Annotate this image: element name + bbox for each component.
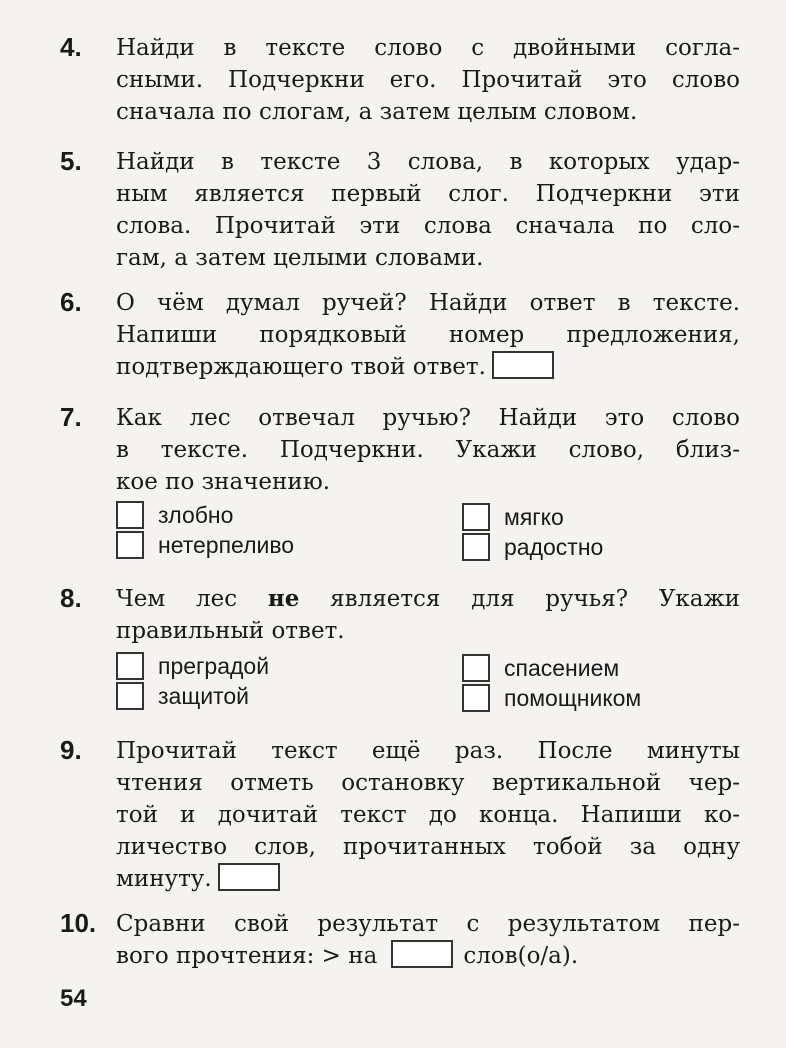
task-text: О чём думал ручей? Найди ответ в тексте. Напиши порядковый номер предложения, подтверждающего твой ответ.	[116, 290, 740, 380]
option[interactable]	[462, 502, 564, 532]
task-number: 8.	[60, 583, 82, 613]
option-label: спасением	[504, 654, 620, 681]
checkbox[interactable]	[462, 533, 490, 561]
option-label: злобно	[158, 501, 234, 528]
option-label: помощником	[504, 684, 642, 711]
task-6	[60, 287, 740, 383]
task-7	[60, 402, 740, 560]
option-label: радостно	[504, 533, 604, 560]
checkbox[interactable]	[462, 684, 490, 712]
task-text: Чем лес не является для ручья? Укажи правильный ответ.	[116, 585, 741, 644]
task-number: 5.	[60, 146, 82, 176]
task-number: 6.	[60, 287, 82, 317]
task-number: 4.	[60, 32, 82, 62]
task-number: 9.	[60, 735, 82, 765]
checkbox[interactable]	[116, 531, 144, 559]
checkbox[interactable]	[116, 652, 144, 680]
option-label: нетерпеливо	[158, 531, 295, 558]
option-label: защитой	[158, 682, 250, 709]
option[interactable]	[116, 500, 233, 530]
task-text: Найди в тексте слово с двойными согла- сными. Подчеркни его. Прочитай это слово сначала по слогам, а затем целым словом.	[116, 35, 740, 125]
task-number: 7.	[60, 402, 82, 432]
task-text: Найди в тексте 3 слова, в которых удар- ным является первый слог. Подчеркни эти слова. Прочитай эти слова сначала по сло- гам, а затем целыми словами.	[116, 149, 740, 271]
checkbox[interactable]	[116, 682, 144, 710]
option-label: преградой	[158, 652, 270, 679]
option[interactable]	[116, 681, 249, 711]
option[interactable]	[462, 683, 641, 713]
option[interactable]	[462, 532, 603, 562]
answer-box[interactable]	[391, 940, 453, 968]
task-text: Прочитай текст ещё раз. После минуты чтения отметь остановку вертикальной чер- той и дочитай текст до конца. Напиши ко- личество слов, прочитанных тобой за одну минуту.	[116, 738, 740, 892]
checkbox[interactable]	[116, 501, 144, 529]
answer-box[interactable]	[218, 863, 280, 891]
checkbox[interactable]	[462, 654, 490, 682]
task-5	[60, 146, 740, 274]
page-number: 54	[60, 985, 87, 1012]
task-9	[60, 735, 740, 895]
option[interactable]	[462, 653, 619, 683]
task-text: Сравни свой результат с результатом пер- вого прочтения: > на слов(о/а).	[116, 911, 740, 969]
answer-box[interactable]	[492, 351, 554, 379]
option[interactable]	[116, 530, 294, 560]
task-8	[60, 583, 741, 711]
task-text: Как лес отвечал ручью? Найди это слово в тексте. Подчеркни. Укажи слово, близ- кое по значению.	[116, 405, 740, 495]
checkbox[interactable]	[462, 503, 490, 531]
option[interactable]	[116, 651, 269, 681]
task-number: 10.	[60, 908, 97, 938]
option-label: мягко	[504, 503, 564, 530]
task-4	[60, 32, 740, 128]
task-10	[60, 908, 740, 972]
